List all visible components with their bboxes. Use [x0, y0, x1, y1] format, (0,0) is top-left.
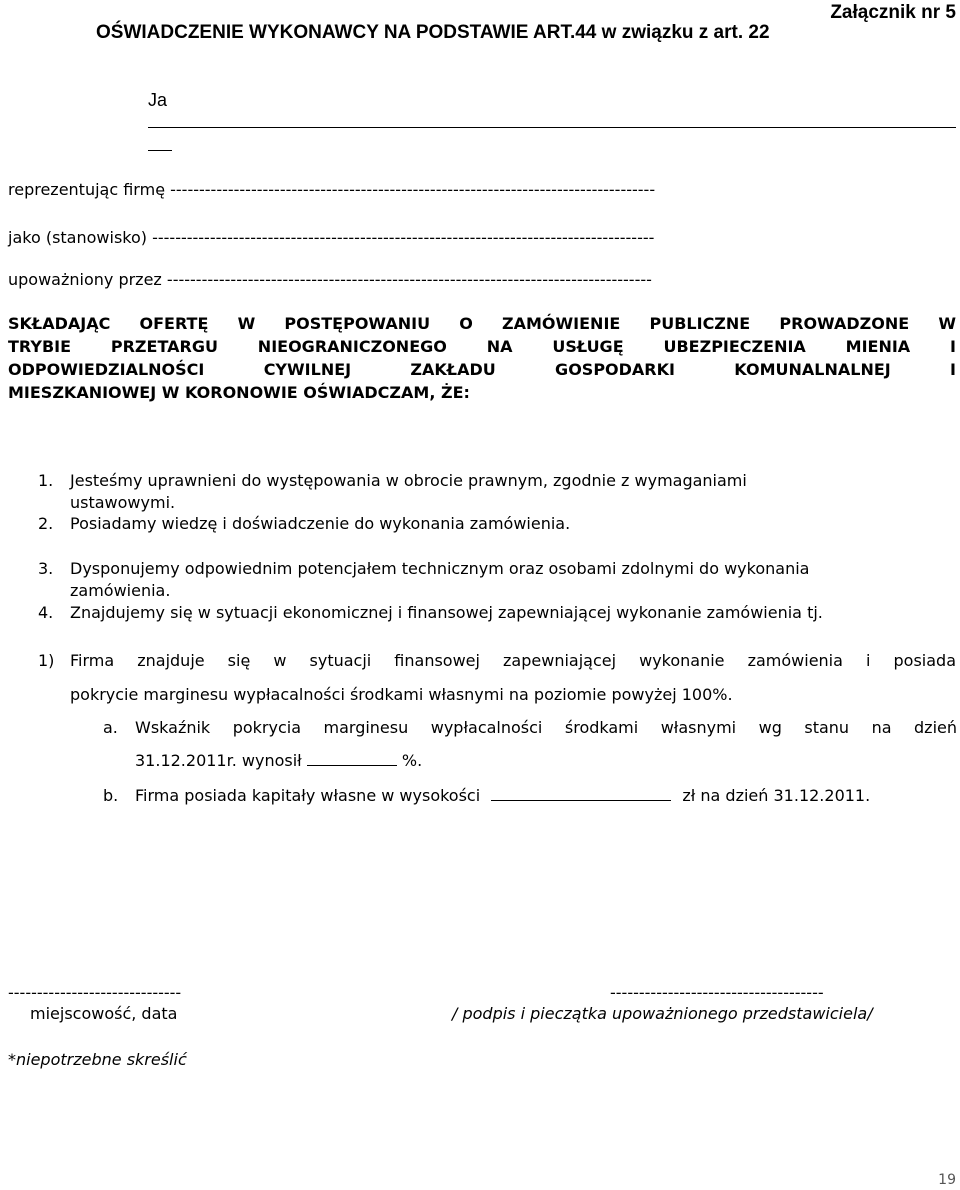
- item-3-text-cont: zamówienia.: [70, 581, 171, 600]
- place-date-label: miejscowość, data: [30, 1004, 178, 1023]
- authorized-label: upoważniony przez: [8, 270, 162, 289]
- item-4-number: 4.: [38, 603, 54, 622]
- item-2-text: Posiadamy wiedzę i doświadczenie do wykonania zamówienia.: [70, 514, 571, 533]
- signature-label: / podpis i pieczątka upoważnionego przedstawiciela/: [452, 1004, 873, 1023]
- financial-line-2: pokrycie marginesu wypłacalności środkami własnymi na poziomie powyżej 100%.: [70, 685, 733, 704]
- name-blank-line-short: [148, 150, 172, 151]
- item-2-number: 2.: [38, 514, 54, 533]
- authorized-dashes: ------------------------------------------------------------------------------------: [166, 270, 652, 289]
- financial-line-1: Firma znajduje się w sytuacji finansowej zapewniającej wykonanie zamówienia i posiada: [70, 651, 956, 670]
- declaration-line-1: SKŁADAJĄC OFERTĘ W POSTĘPOWANIU O ZAMÓWIENIE PUBLICZNE PROWADZONE W: [8, 314, 956, 333]
- item-1-number: 1.: [38, 471, 54, 490]
- item-b-label: b.: [103, 786, 119, 805]
- item-b-text: Firma posiada kapitały własne w wysokości: [135, 786, 481, 805]
- item-a-line-2: [135, 751, 422, 770]
- item-a-label: a.: [103, 718, 118, 737]
- item-b-suffix: zł na dzień 31.12.2011.: [682, 786, 871, 805]
- item-3-number: 3.: [38, 559, 54, 578]
- position-dashes: ---------------------------------------------------------------------------------------: [152, 228, 655, 247]
- declaration-line-4: MIESZKANIOWEJ W KORONOWIE OŚWIADCZAM, ŻE:: [8, 383, 470, 402]
- firm-dashes: ------------------------------------------------------------------------------------: [170, 180, 656, 199]
- ratio-blank-field[interactable]: [307, 751, 397, 766]
- firm-label: reprezentując firmę: [8, 180, 166, 199]
- page-number: 19: [938, 1172, 956, 1188]
- item-4-text: Znajdujemy się w sytuacji ekonomicznej i finansowej zapewniającej wykonanie zamówienia tj.: [70, 603, 823, 622]
- item-1-text: Jesteśmy uprawnieni do występowania w obrocie prawnym, zgodnie z wymaganiami: [70, 471, 747, 490]
- capital-blank-field[interactable]: [491, 786, 671, 801]
- position-row: [8, 228, 928, 247]
- name-blank-line: [148, 127, 956, 128]
- item-a-line-2-text: 31.12.2011r. wynosił: [135, 751, 302, 770]
- ratio-percent: %.: [401, 751, 423, 770]
- place-date-dashes: ------------------------------: [8, 983, 182, 1002]
- signature-dashes: -------------------------------------: [610, 983, 824, 1002]
- firm-row: [8, 180, 908, 199]
- ja-label: Ja: [148, 90, 168, 110]
- item-b-line: [135, 786, 870, 805]
- position-label: jako (stanowisko): [8, 228, 147, 247]
- document-title: OŚWIADCZENIE WYKONAWCY NA PODSTAWIE ART.44 w związku z art. 22: [96, 22, 770, 43]
- financial-number: 1): [38, 651, 55, 670]
- footnote: *niepotrzebne skreślić: [8, 1050, 187, 1069]
- item-3-text: Dysponujemy odpowiednim potencjałem technicznym oraz osobami zdolnymi do wykonania: [70, 559, 810, 578]
- item-a-line-1: Wskaźnik pokrycia marginesu wypłacalności środkami własnymi wg stanu na dzień: [135, 718, 957, 737]
- item-1-text-cont: ustawowymi.: [70, 493, 176, 512]
- annex-label: Załącznik nr 5: [830, 2, 956, 23]
- authorized-row: [8, 270, 908, 289]
- declaration-line-2: TRYBIE PRZETARGU NIEOGRANICZONEGO NA USŁUGĘ UBEZPIECZENIA MIENIA I: [8, 337, 956, 356]
- declaration-line-3: ODPOWIEDZIALNOŚCI CYWILNEJ ZAKŁADU GOSPODARKI KOMUNALNALNEJ I: [8, 360, 956, 379]
